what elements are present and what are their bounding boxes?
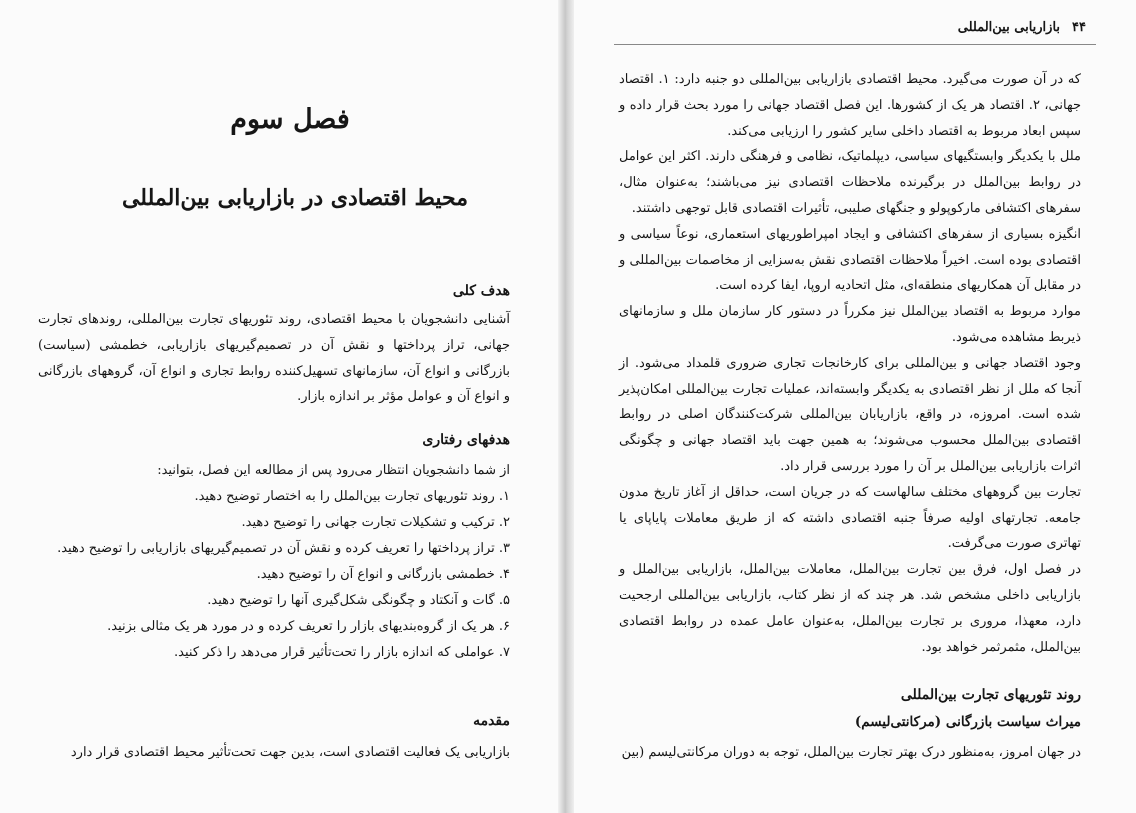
objective-item: ۳. تراز پرداختها را تعریف کرده و نقش آن در تصمیم‌گیریهای بازاریابی را توضیح دهید.: [57, 541, 510, 556]
paragraph: موارد مربوط به اقتصاد بین‌الملل نیز مکرراً در دستور کار سازمان ملل و سازمانهای ذیربط مشاهده می‌شود.: [619, 304, 1081, 345]
page-number: ۴۴: [1072, 20, 1086, 35]
intro-text: بازاریابی یک فعالیت اقتصادی است، بدین جهت تحت‌تأثیر محیط اقتصادی قرار دارد: [70, 745, 510, 760]
objective-item: ۶. هر یک از گروه‌بندیهای بازار را تعریف کرده و در مورد هر یک مثالی بزنید.: [107, 619, 510, 634]
subsection-text: در جهان امروز، به‌منظور درک بهتر تجارت بین‌الملل، توجه به دوران مرکانتی‌لیسم (بین: [621, 745, 1081, 760]
objective-item: ۷. عواملی که اندازه بازار را تحت‌تأثیر قرار می‌دهد را ذکر کنید.: [174, 645, 510, 660]
subsection-heading: میراث سیاست بازرگانی (مرکانتی‌لیسم): [854, 714, 1081, 730]
running-head: [958, 20, 1086, 35]
paragraph: وجود اقتصاد جهانی و بین‌المللی برای کارخانجات تجاری ضروری قلمداد می‌شود. از آنجا که ملل از نظر اقتصادی به یکدیگر وابسته‌اند، عملیات تجارت بین‌المللی امکان‌پذیر شده است. امروزه، در واقع، بازاریابان بین‌المللی شرکت‌کنندگان اصلی در روابط اقتصادی بین‌الملل محسوب می‌شوند؛ به همین جهت باید اقتصاد جهانی و چگونگی اثرات بازاریابی بین‌الملل بر آن را مورد بررسی قرار داد.: [619, 355, 1081, 474]
chapter-title: محیط اقتصادی در بازاریابی بین‌المللی: [121, 185, 469, 211]
objective-item: ۵. گات و آنکتاد و چگونگی شکل‌گیری آنها را توضیح دهید.: [207, 593, 510, 608]
objectives-list: [38, 484, 510, 666]
paragraph: ملل با یکدیگر وابستگیهای سیاسی، دیپلماتیک، نظامی و فرهنگی دارند. اکثر این عوامل در روابط بین‌الملل در برگیرنده ملاحظات اقتصادی نیز می‌باشند؛ به‌عنوان مثال، سفرهای اکتشافی مارکوپولو و جنگهای صلیبی، تأثیرات اقتصادی قابل توجهی داشتند.: [619, 149, 1081, 216]
overall-goal-text: آشنایی دانشجویان با محیط اقتصادی، روند تئوریهای تجارت بین‌المللی، روندهای تجارت جهانی، تراز پرداختها و نقش آن در تصمیم‌گیریهای بازاریابی، خطمشی (سیاست) بازرگانی و انواع آن، سازمانهای تسهیل‌کننده روابط تجاری و انواع آن، گروههای بازرگانی و انواع آن و عوامل مؤثر بر اندازه بازار.: [38, 312, 510, 405]
body-text: [619, 67, 1081, 660]
paragraph: تجارت بین گروههای مختلف سالهاست که در جریان است، حداقل از آغاز تاریخ مدون جامعه. تجارتهای اولیه صرفاً جنبه اقتصادی داشته که از طریق معاملات پایاپای یا تهاتری صورت می‌گرفت.: [619, 484, 1081, 552]
chapter-label: فصل سوم: [230, 104, 350, 135]
running-head-title: بازاریابی بین‌المللی: [957, 20, 1061, 35]
paragraph: در فصل اول، فرق بین تجارت بین‌الملل، معاملات بین‌الملل، بازاریابی بین‌الملل و بازاریابی داخلی مشخص شد. هر چند که از نظر کتاب، بازاریابی بین‌المللی ارجحیت دارد، معهذا، مروری بر تجارت بین‌الملل، به‌عنوان عامل عمده در روابط اقتصادی بین‌الملل، مثمرثمر خواهد بود.: [619, 562, 1081, 655]
behavioral-goals-heading: هدفهای رفتاری: [422, 432, 510, 448]
paragraph: که در آن صورت می‌گیرد. محیط اقتصادی بازاریابی بین‌المللی دو جنبه دارد: ۱. اقتصاد جهانی، ۲. اقتصاد هر یک از کشورها. این فصل اقتصاد جهانی را مورد بحث قرار داده و سپس ابعاد مربوط به اقتصاد داخلی سایر کشور را ارزیابی می‌کند.: [619, 72, 1081, 139]
objective-item: ۱. روند تئوریهای تجارت بین‌الملل را به اختصار توضیح دهید.: [194, 489, 510, 504]
behavioral-goals-intro: از شما دانشجویان انتظار می‌رود پس از مطالعه این فصل، بتوانید:: [157, 463, 510, 478]
objective-item: ۴. خطمشی بازرگانی و انواع آن را توضیح دهید.: [256, 567, 510, 582]
header-rule: [614, 44, 1096, 45]
intro-heading: مقدمه: [473, 713, 510, 729]
section-heading: روند تئوریهای تجارت بین‌المللی: [900, 687, 1081, 703]
book-gutter: [558, 0, 574, 813]
overall-goal-heading: هدف کلی: [452, 283, 510, 299]
objective-item: ۲. ترکیب و تشکیلات تجارت جهانی را توضیح دهید.: [241, 515, 510, 530]
paragraph: انگیزه بسیاری از سفرهای اکتشافی و ایجاد امپراطوریهای استعماری، نوعاً سیاسی و اقتصادی بوده است. اخیراً ملاحظات اقتصادی نقش به‌سزایی از مخاصمات بین‌المللی و در مقابل آن همکاریهای منطقه‌ای، مثل اتحادیه اروپا، ایفا کرده است.: [619, 226, 1081, 294]
right-page: [574, 0, 1136, 813]
left-page: [0, 0, 558, 813]
